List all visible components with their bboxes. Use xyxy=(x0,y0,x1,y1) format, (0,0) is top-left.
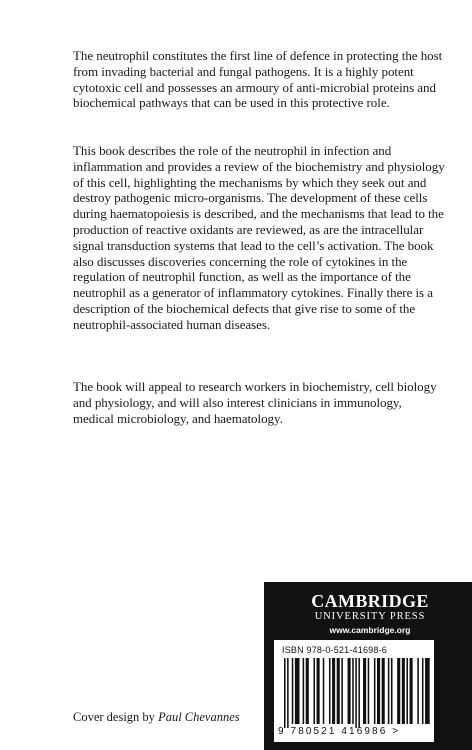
blurb-paragraph-3: The book will appeal to research workers in biochemistry, cell biology and physiology, and will also interest clinicians in immunology, medical microbiology, and haematology. xyxy=(73,379,437,426)
credit-designer: Paul Chevannes xyxy=(158,710,240,724)
publisher-website: www.cambridge.org xyxy=(329,625,411,635)
isbn-label: ISBN 978-0-521-41698-6 xyxy=(282,645,387,655)
blurb-paragraph-2: This book describes the role of the neutrophil in infection and inflammation and provides a review of the biochemistry and physiology of this cell, highlighting the mechanisms by which they seek out and destroy pathogenic micro-organisms. The development of these cells during haematopoiesis is described, and the mechanisms that lead to the production of reactive oxidants are reviewed, as are the intracellular signal transduction systems that lead to the cell’s activation. The book also discusses discoveries concerning the role of cytokines in the regulation of neutrophil function, as well as the importance of the neutrophil as a generator of inflammatory cytokines. Finally there is a description of the biochemical defects that give rise to some of the neutrophil-associated human diseases. xyxy=(73,143,445,332)
barcode-panel xyxy=(274,640,434,742)
publisher-logo-box xyxy=(264,582,472,750)
publisher-press: UNIVERSITY PRESS xyxy=(314,611,426,622)
blurb-paragraph-1: The neutrophil constitutes the first line of defence in protecting the host from invading bacterial and fungal pathogens. It is a highly potent cytotoxic cell and possesses an armoury of anti-microbial proteins and biochemical pathways that can be used in this protective role. xyxy=(73,48,443,111)
cover-credit xyxy=(73,710,240,725)
barcode-digits: 9 780521 416986 > xyxy=(278,726,401,737)
publisher-name: CAMBRIDGE xyxy=(311,591,429,611)
credit-prefix: Cover design by xyxy=(73,710,155,724)
